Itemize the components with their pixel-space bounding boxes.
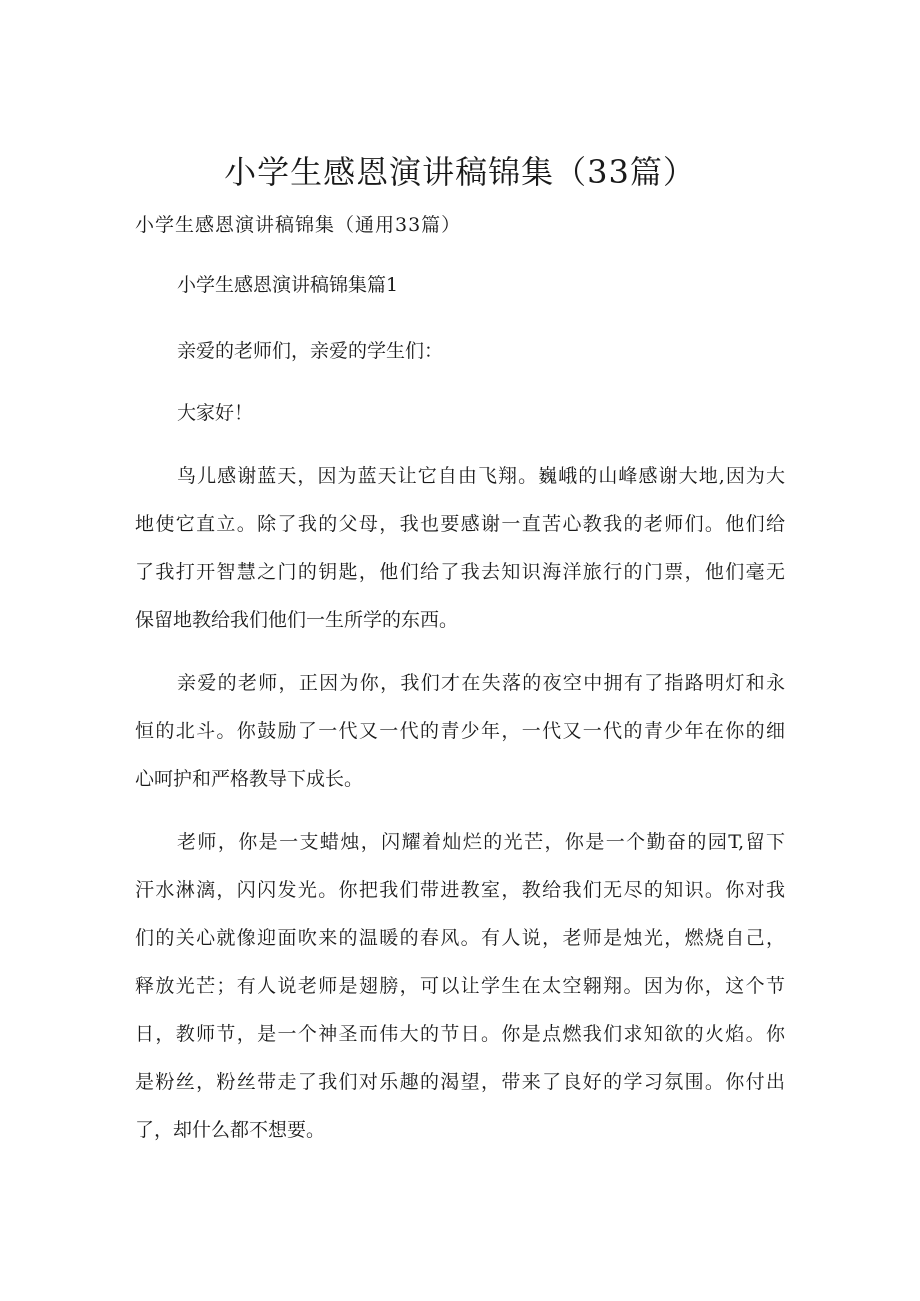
paragraph-2-line-2: 恒的北斗。你鼓励了一代又一代的青少年，一代又一代的青少年在你的细	[135, 720, 785, 742]
section-heading: 小学生感恩演讲稿锦集篇1	[177, 274, 399, 296]
hello-line: 大家好！	[177, 402, 254, 424]
document-subtitle: 小学生感恩演讲稿锦集（通用33篇）	[135, 214, 462, 236]
paragraph-3-line-4: 释放光芒；有人说老师是翅膀，可以让学生在太空翱翔。因为你，这个节	[135, 975, 785, 997]
paragraph-3-line-7: 了，却什么都不想要。	[135, 1119, 326, 1141]
document-title: 小学生感恩演讲稿锦集（33篇）	[224, 153, 696, 191]
greeting-line: 亲爱的老师们，亲爱的学生们：	[177, 340, 444, 362]
paragraph-3-line-5: 日，教师节，是一个神圣而伟大的节日。你是点燃我们求知欲的火焰。你	[135, 1023, 785, 1045]
paragraph-3-line-1: 老师，你是一支蜡烛，闪耀着灿烂的光芒，你是一个勤奋的园T,留下	[177, 831, 785, 853]
paragraph-3-line-6: 是粉丝，粉丝带走了我们对乐趣的渴望，带来了良好的学习氛围。你付出	[135, 1071, 785, 1093]
paragraph-2-line-1: 亲爱的老师，正因为你，我们才在失落的夜空中拥有了指路明灯和永	[177, 672, 785, 694]
paragraph-2-line-3: 心呵护和严格教导下成长。	[135, 768, 364, 790]
paragraph-3-line-2: 汗水淋漓，闪闪发光。你把我们带进教室，教给我们无尽的知识。你对我	[135, 879, 785, 901]
paragraph-1-line-4: 保留地教给我们他们一生所学的东西。	[135, 609, 459, 631]
paragraph-1-line-3: 了我打开智慧之门的钥匙，他们给了我去知识海洋旅行的门票，他们毫无	[135, 561, 785, 583]
paragraph-3-line-3: 们的关心就像迎面吹来的温暖的春风。有人说，老师是烛光，燃烧自己，	[135, 927, 785, 949]
paragraph-1-line-2: 地使它直立。除了我的父母，我也要感谢一直苦心教我的老师们。他们给	[135, 513, 785, 535]
paragraph-1-line-1: 鸟儿感谢蓝天，因为蓝天让它自由飞翔。巍峨的山峰感谢大地,因为大	[177, 465, 785, 487]
